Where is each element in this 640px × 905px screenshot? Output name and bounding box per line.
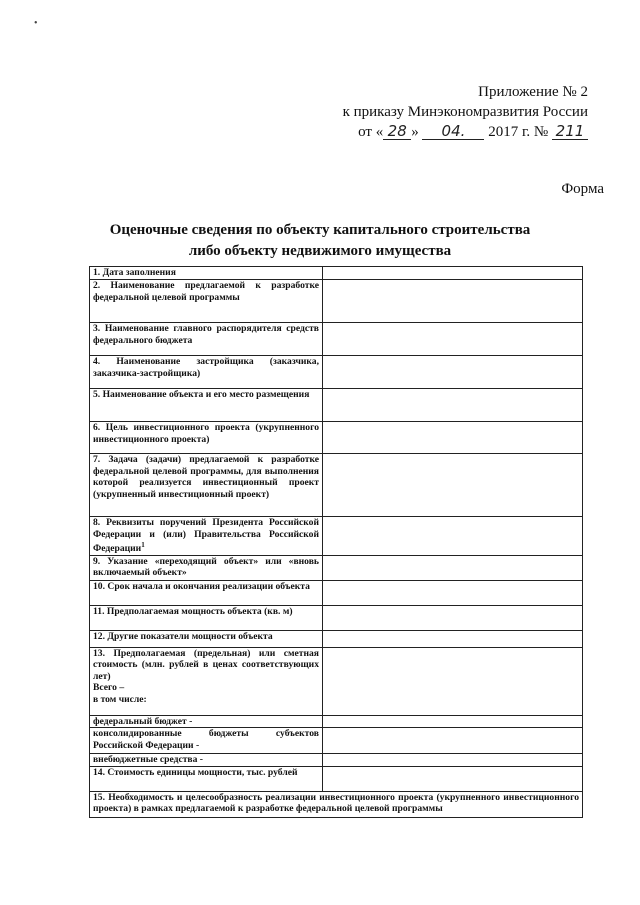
row-label (90, 580, 323, 605)
form-row (90, 280, 583, 323)
row-value-field[interactable] (323, 728, 583, 754)
row-label (90, 630, 323, 647)
row-label (90, 555, 323, 580)
row-label (90, 754, 323, 767)
row-value-field[interactable] (323, 555, 583, 580)
row-label-text: 6. Цель инвестиционного проекта (укрупненного инвестиционного проекта) (93, 422, 319, 445)
row-label-text: 14. Стоимость единицы мощности, тыс. рублей (93, 766, 298, 778)
title-line-2: либо объекту недвижимого имущества (188, 243, 452, 259)
row-label-text: 1. Дата заполнения (93, 267, 176, 278)
row-value-field[interactable] (323, 280, 583, 323)
row-value-field[interactable] (323, 422, 583, 454)
form-row (90, 517, 583, 556)
row-value-field[interactable] (323, 267, 583, 280)
row-label-text: 13. Предполагаемая (предельная) или сметная стоимость (млн. рублей в ценах соответствующих лет) (93, 647, 319, 682)
row-label (90, 715, 323, 728)
form-row (90, 766, 583, 791)
row-value-field[interactable] (323, 580, 583, 605)
row-value-field[interactable] (323, 630, 583, 647)
appendix-block (343, 82, 588, 142)
row-value-field[interactable] (323, 517, 583, 556)
row-label-text: внебюджетные средства - (93, 754, 203, 766)
form-row (90, 630, 583, 647)
assessment-form-table (89, 266, 583, 818)
row-label-text: 2. Наименование предлагаемой к разработке федеральной целевой программы (93, 280, 319, 303)
row-label-text: 7. Задача (задачи) предлагаемой к разработке федеральной целевой программы, для выполнения которой реализуется инвестиционный проект (укрупненный инвестиционный проект) (93, 454, 319, 500)
document-title (0, 220, 640, 262)
form-row (90, 389, 583, 422)
row-label (90, 454, 323, 517)
form-row (90, 267, 583, 280)
form-row (90, 715, 583, 728)
row-value-field[interactable] (323, 715, 583, 728)
row-label-text: в том числе: (93, 693, 147, 705)
row-value-field[interactable] (323, 766, 583, 791)
form-row (90, 647, 583, 715)
row-label-text: 3. Наименование главного распорядителя средств федерального бюджета (93, 323, 319, 346)
row-value-field[interactable] (323, 605, 583, 630)
form-row (90, 754, 583, 767)
form-row (90, 422, 583, 454)
row-label (90, 422, 323, 454)
row-label-text: Всего – (93, 682, 125, 694)
form-row (90, 580, 583, 605)
row-label (90, 389, 323, 422)
order-year: 2017 г. № (488, 124, 549, 140)
row-label (90, 267, 323, 280)
row-label (90, 323, 323, 356)
row-value-field[interactable] (323, 754, 583, 767)
footnote-mark: 1 (141, 541, 145, 549)
row-label-text: 5. Наименование объекта и его место размещения (93, 389, 310, 400)
scan-mark: • (34, 18, 38, 29)
date-prefix: от « (358, 124, 384, 140)
row-label-full: 15. Необходимость и целесообразность реализации инвестиционного проекта (укрупненного инвестиционного проекта) в рамках предлагаемой к разработке федеральной целевой программы (90, 791, 583, 817)
row-label-text: 12. Другие показатели мощности объекта (93, 630, 273, 642)
row-label (90, 605, 323, 630)
row-value-field[interactable] (323, 647, 583, 715)
form-row-full (90, 791, 583, 817)
order-number: 211 (552, 124, 588, 140)
row-label-text: консолидированные бюджеты субъектов Российской Федерации - (93, 728, 319, 751)
row-label-text: 10. Срок начала и окончания реализации объекта (93, 580, 310, 592)
order-reference: к приказу Минэкономразвития России (342, 104, 588, 120)
row-label (90, 356, 323, 389)
order-date-line (343, 122, 588, 142)
row-label (90, 766, 323, 791)
row-label (90, 517, 323, 556)
form-row (90, 323, 583, 356)
row-label-text: 11. Предполагаемая мощность объекта (кв. м) (93, 605, 293, 617)
order-month: 04. (422, 124, 484, 140)
form-row (90, 728, 583, 754)
row-label-text: 8. Реквизиты поручений Президента Российской Федерации и (или) Правительства Российской Федерации (93, 517, 319, 555)
form-row (90, 454, 583, 517)
row-value-field[interactable] (323, 356, 583, 389)
form-label: Форма (561, 181, 604, 197)
form-row (90, 356, 583, 389)
row-value-field[interactable] (323, 454, 583, 517)
form-row (90, 555, 583, 580)
form-row (90, 605, 583, 630)
row-label (90, 647, 323, 715)
row-value-field[interactable] (323, 323, 583, 356)
row-label (90, 728, 323, 754)
row-label-text: 4. Наименование застройщика (заказчика, заказчика-застройщика) (93, 356, 319, 379)
row-value-field[interactable] (323, 389, 583, 422)
order-day: 28 (383, 124, 411, 140)
row-label (90, 280, 323, 323)
row-label-text: 9. Указание «переходящий объект» или «вновь включаемый объект» (93, 555, 319, 579)
title-line-1: Оценочные сведения по объекту капитального строительства (109, 222, 531, 238)
appendix-number: Приложение № 2 (478, 84, 588, 100)
row-label-text: федеральный бюджет - (93, 715, 193, 727)
date-mid: » (411, 124, 419, 140)
